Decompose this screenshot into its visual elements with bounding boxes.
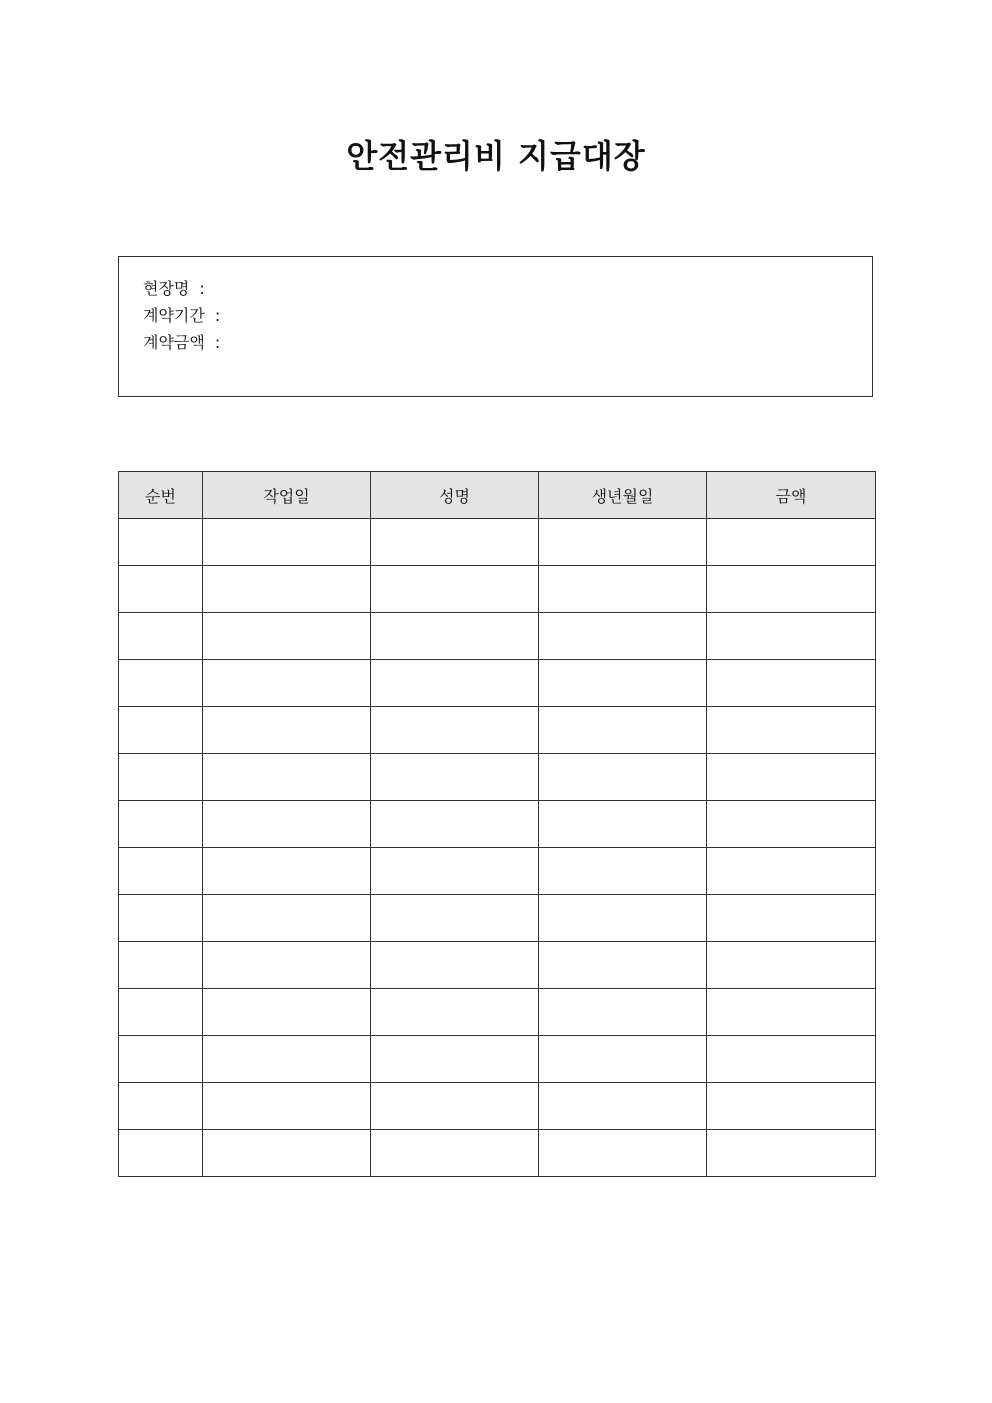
site-name-line	[143, 275, 848, 302]
table-row	[119, 1083, 876, 1130]
amount-cell[interactable]	[707, 895, 876, 942]
column-header-amount: 금액	[707, 472, 876, 519]
table-row	[119, 754, 876, 801]
seq-cell[interactable]	[119, 895, 203, 942]
table-row	[119, 519, 876, 566]
amount-cell[interactable]	[707, 1036, 876, 1083]
birth-date-cell[interactable]	[539, 895, 707, 942]
column-header-work-date: 작업일	[203, 472, 371, 519]
work-date-cell[interactable]	[203, 613, 371, 660]
work-date-cell[interactable]	[203, 1083, 371, 1130]
name-cell[interactable]	[371, 613, 539, 660]
column-header-seq: 순번	[119, 472, 203, 519]
name-cell[interactable]	[371, 1036, 539, 1083]
seq-cell[interactable]	[119, 707, 203, 754]
seq-cell[interactable]	[119, 1130, 203, 1177]
seq-cell[interactable]	[119, 848, 203, 895]
work-date-cell[interactable]	[203, 942, 371, 989]
birth-date-cell[interactable]	[539, 801, 707, 848]
amount-cell[interactable]	[707, 613, 876, 660]
birth-date-cell[interactable]	[539, 754, 707, 801]
birth-date-cell[interactable]	[539, 942, 707, 989]
amount-cell[interactable]	[707, 989, 876, 1036]
column-header-name: 성명	[371, 472, 539, 519]
contract-info-box	[118, 256, 873, 397]
name-cell[interactable]	[371, 754, 539, 801]
birth-date-cell[interactable]	[539, 1036, 707, 1083]
table-row	[119, 1036, 876, 1083]
seq-cell[interactable]	[119, 754, 203, 801]
name-cell[interactable]	[371, 989, 539, 1036]
birth-date-cell[interactable]	[539, 848, 707, 895]
work-date-cell[interactable]	[203, 1130, 371, 1177]
amount-cell[interactable]	[707, 660, 876, 707]
table-row	[119, 566, 876, 613]
site-name-separator: :	[199, 279, 205, 298]
amount-cell[interactable]	[707, 1083, 876, 1130]
seq-cell[interactable]	[119, 989, 203, 1036]
table-row	[119, 660, 876, 707]
seq-cell[interactable]	[119, 566, 203, 613]
name-cell[interactable]	[371, 1130, 539, 1177]
site-name-label: 현장명	[143, 279, 190, 298]
name-cell[interactable]	[371, 801, 539, 848]
seq-cell[interactable]	[119, 801, 203, 848]
amount-cell[interactable]	[707, 754, 876, 801]
birth-date-cell[interactable]	[539, 566, 707, 613]
table-row	[119, 895, 876, 942]
seq-cell[interactable]	[119, 519, 203, 566]
contract-amount-label: 계약금액	[143, 333, 205, 352]
contract-amount-line	[143, 329, 848, 356]
contract-period-label: 계약기간	[143, 306, 205, 325]
table-header-row	[119, 472, 876, 519]
work-date-cell[interactable]	[203, 1036, 371, 1083]
work-date-cell[interactable]	[203, 754, 371, 801]
work-date-cell[interactable]	[203, 519, 371, 566]
birth-date-cell[interactable]	[539, 660, 707, 707]
amount-cell[interactable]	[707, 942, 876, 989]
work-date-cell[interactable]	[203, 801, 371, 848]
payment-ledger-table	[118, 471, 876, 1177]
amount-cell[interactable]	[707, 848, 876, 895]
table-row	[119, 989, 876, 1036]
table-row	[119, 801, 876, 848]
name-cell[interactable]	[371, 660, 539, 707]
page-title: 안전관리비 지급대장	[346, 137, 646, 175]
contract-amount-separator: :	[214, 333, 221, 352]
table-row	[119, 942, 876, 989]
seq-cell[interactable]	[119, 660, 203, 707]
amount-cell[interactable]	[707, 707, 876, 754]
birth-date-cell[interactable]	[539, 1083, 707, 1130]
name-cell[interactable]	[371, 519, 539, 566]
name-cell[interactable]	[371, 566, 539, 613]
contract-period-line	[143, 302, 848, 329]
name-cell[interactable]	[371, 895, 539, 942]
table-row	[119, 848, 876, 895]
birth-date-cell[interactable]	[539, 1130, 707, 1177]
amount-cell[interactable]	[707, 1130, 876, 1177]
amount-cell[interactable]	[707, 519, 876, 566]
amount-cell[interactable]	[707, 801, 876, 848]
birth-date-cell[interactable]	[539, 613, 707, 660]
name-cell[interactable]	[371, 1083, 539, 1130]
table-row	[119, 707, 876, 754]
table-body	[119, 519, 876, 1177]
name-cell[interactable]	[371, 707, 539, 754]
seq-cell[interactable]	[119, 1083, 203, 1130]
contract-period-separator: :	[214, 306, 221, 325]
birth-date-cell[interactable]	[539, 989, 707, 1036]
seq-cell[interactable]	[119, 1036, 203, 1083]
work-date-cell[interactable]	[203, 989, 371, 1036]
table-row	[119, 613, 876, 660]
work-date-cell[interactable]	[203, 660, 371, 707]
work-date-cell[interactable]	[203, 895, 371, 942]
seq-cell[interactable]	[119, 942, 203, 989]
birth-date-cell[interactable]	[539, 707, 707, 754]
name-cell[interactable]	[371, 942, 539, 989]
birth-date-cell[interactable]	[539, 519, 707, 566]
work-date-cell[interactable]	[203, 707, 371, 754]
column-header-birth-date: 생년월일	[539, 472, 707, 519]
table-row	[119, 1130, 876, 1177]
name-cell[interactable]	[371, 848, 539, 895]
amount-cell[interactable]	[707, 566, 876, 613]
seq-cell[interactable]	[119, 613, 203, 660]
work-date-cell[interactable]	[203, 848, 371, 895]
work-date-cell[interactable]	[203, 566, 371, 613]
